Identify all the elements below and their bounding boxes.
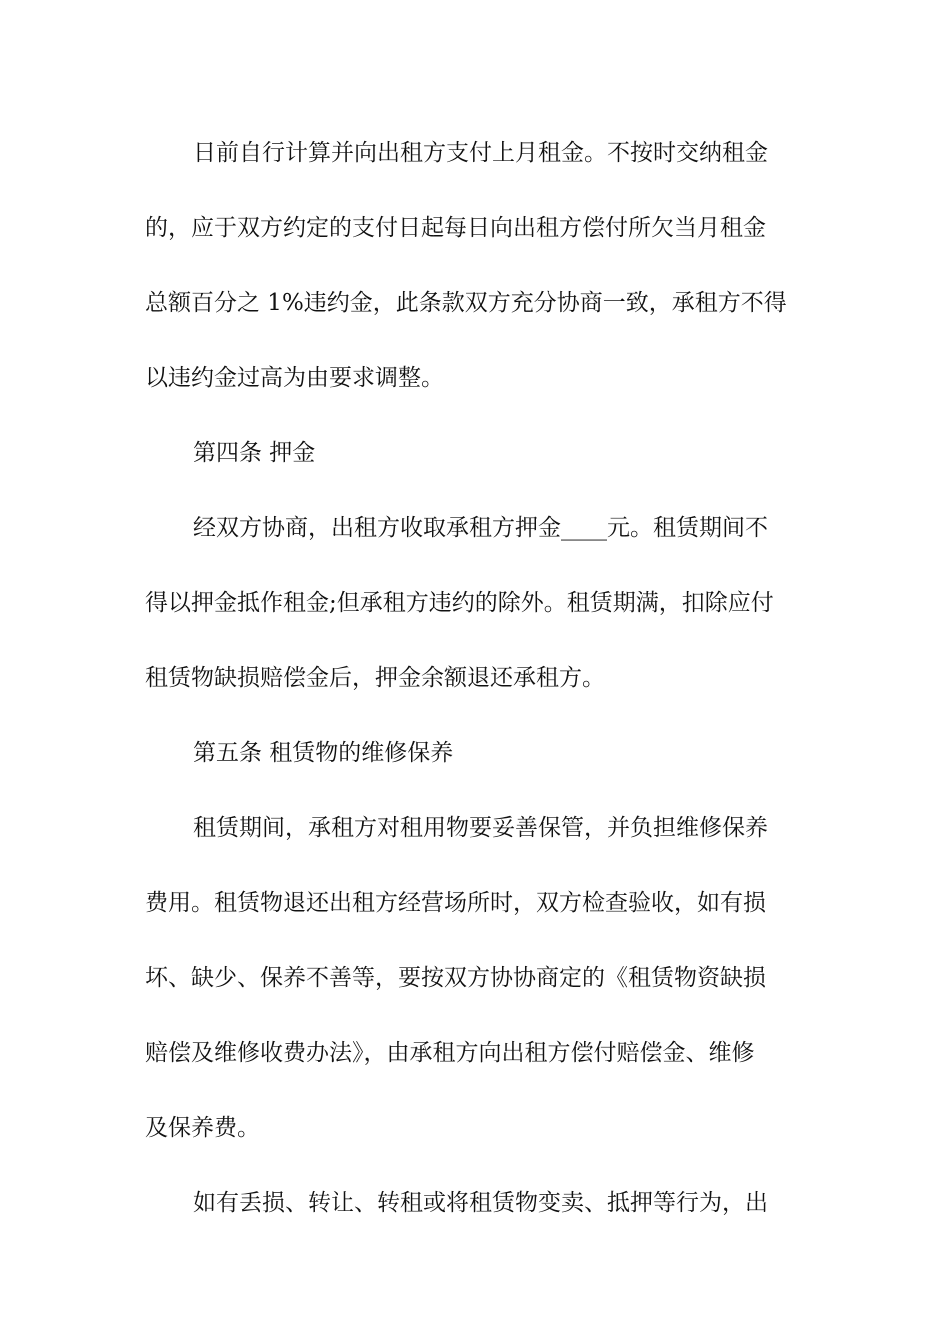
text-line: 坏、缺少、保养不善等，要按双方协协商定的《租赁物资缺损	[145, 965, 766, 991]
section-heading: 第四条 押金	[193, 440, 316, 466]
text-line: 赔偿及维修收费办法》，由承租方向出租方偿付赔偿金、维修	[145, 1040, 755, 1066]
text-line: 及保养费。	[145, 1115, 260, 1141]
text-line: 总额百分之 1%违约金，此条款双方充分协商一致，承租方不得	[145, 290, 787, 316]
text-line: 得以押金抵作租金;但承租方违约的除外。租赁期满，扣除应付	[145, 590, 774, 616]
text-line: 的，应于双方约定的支付日起每日向出租方偿付所欠当月租金	[145, 215, 766, 241]
text-line: 租赁期间，承租方对租用物要妥善保管，并负担维修保养	[193, 815, 768, 841]
text-line: 费用。租赁物退还出租方经营场所时，双方检查验收，如有损	[145, 890, 766, 916]
text-line: 以违约金过高为由要求调整。	[145, 365, 444, 391]
text-line: 日前自行计算并向出租方支付上月租金。不按时交纳租金	[193, 140, 768, 166]
text-line: 如有丢损、转让、转租或将租赁物变卖、抵押等行为，出	[193, 1190, 768, 1216]
text-line: 租赁物缺损赔偿金后，押金余额退还承租方。	[145, 665, 605, 691]
text-line: 经双方协商，出租方收取承租方押金____元。租赁期间不	[193, 515, 768, 541]
section-heading: 第五条 租赁物的维修保养	[193, 740, 454, 766]
document-body	[145, 116, 810, 1241]
